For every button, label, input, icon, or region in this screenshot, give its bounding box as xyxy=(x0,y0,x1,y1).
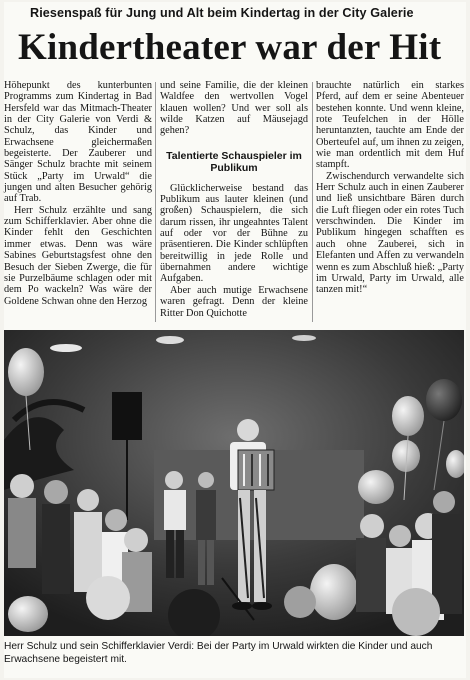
paragraph: Aber auch mutige Erwachsene waren gefragt. Denn der kleine Ritter Don Quichotte xyxy=(160,284,308,319)
article-column-2 xyxy=(160,80,308,319)
article-headline: Kindertheater war der Hit xyxy=(18,27,442,68)
photo-caption: Herr Schulz und sein Schifferklavier Verdi: Bei der Party im Urwald wirkten die Kinder und auch Erwachsene begeistert mit. xyxy=(4,641,433,665)
paragraph: Herr Schulz erzählte und sang zum Schifferklavier. Aber ohne die Kinder fehlt den Geschichten immer etwas. Denn was wäre Sabines Geburtstagsfest ohne den Besuch der Sieben Zwerge, die für sie Purzelbäume schlagen oder mit dem Po wackeln? Was wäre der Goldene Schwan ohne den Herzog xyxy=(4,204,152,307)
column-divider xyxy=(155,82,156,322)
loudspeaker xyxy=(112,392,142,440)
paragraph: brauchte natürlich ein starkes Pferd, auf dem er seine Abenteuer bestehen konnte. Und wenn kleine, rote Teufelchen in der Hölle heruntanzten, tauchte am Ende der Oberteufel auf, um ihnen zu zeigen, wie man ordentlich mit dem Huf stampft. xyxy=(316,80,464,171)
article-photo xyxy=(4,330,464,636)
paragraph: Glücklicherweise bestand das Publikum aus lauter kleinen (und großen) Schauspielern, die sich darum rissen, ihr ungeahntes Talent auf oder vor der Bühne zu präsentieren. Die Kinder schlüpften bereitwillig in jede Rolle und übernahmen andere wichtige Aufgaben. xyxy=(160,182,308,285)
article-kicker: Riesenspaß für Jung und Alt beim Kindertag in der City Galerie xyxy=(30,6,414,20)
paragraph: Höhepunkt des kunterbunten Programms zum Kindertag in Bad Hersfeld war das Mitmach-Theater in der City Galerie von Verdi & Schulz, das Kinder und Erwachsene gleichermaßen begeisterte. Der Zauberer und Sänger Schulz brachte mit seinem Stück „Party im Urwald“ die jungen und alten Besucher gehörig auf Trab. xyxy=(4,80,152,205)
article-column-3 xyxy=(316,80,464,296)
paragraph: Zwischendurch verwandelte sich Herr Schulz auch in einen Zauberer und ließ unsichtbare Bären durch die Luft fliegen oder ein rotes Tuch verschwinden. Die Kinder im Publikum hingegen schafften es auch ohne Zauberei, sich in Elefanten und Affen zu verwandeln wenn es zum Abschluß hieß: „Party im Urwald, Party im Urwald, alle tanzen mit!“ xyxy=(316,170,464,296)
article-column-1 xyxy=(4,80,152,307)
column-divider xyxy=(312,82,313,322)
article-subhead: Talentierte Schauspieler im Publikum xyxy=(166,149,302,174)
paragraph: und seine Familie, die der kleinen Waldfee den wertvollen Vogel klauen wollen? Und wer soll als wilde Katzen auf Mäusejagd gehen? xyxy=(160,80,308,137)
